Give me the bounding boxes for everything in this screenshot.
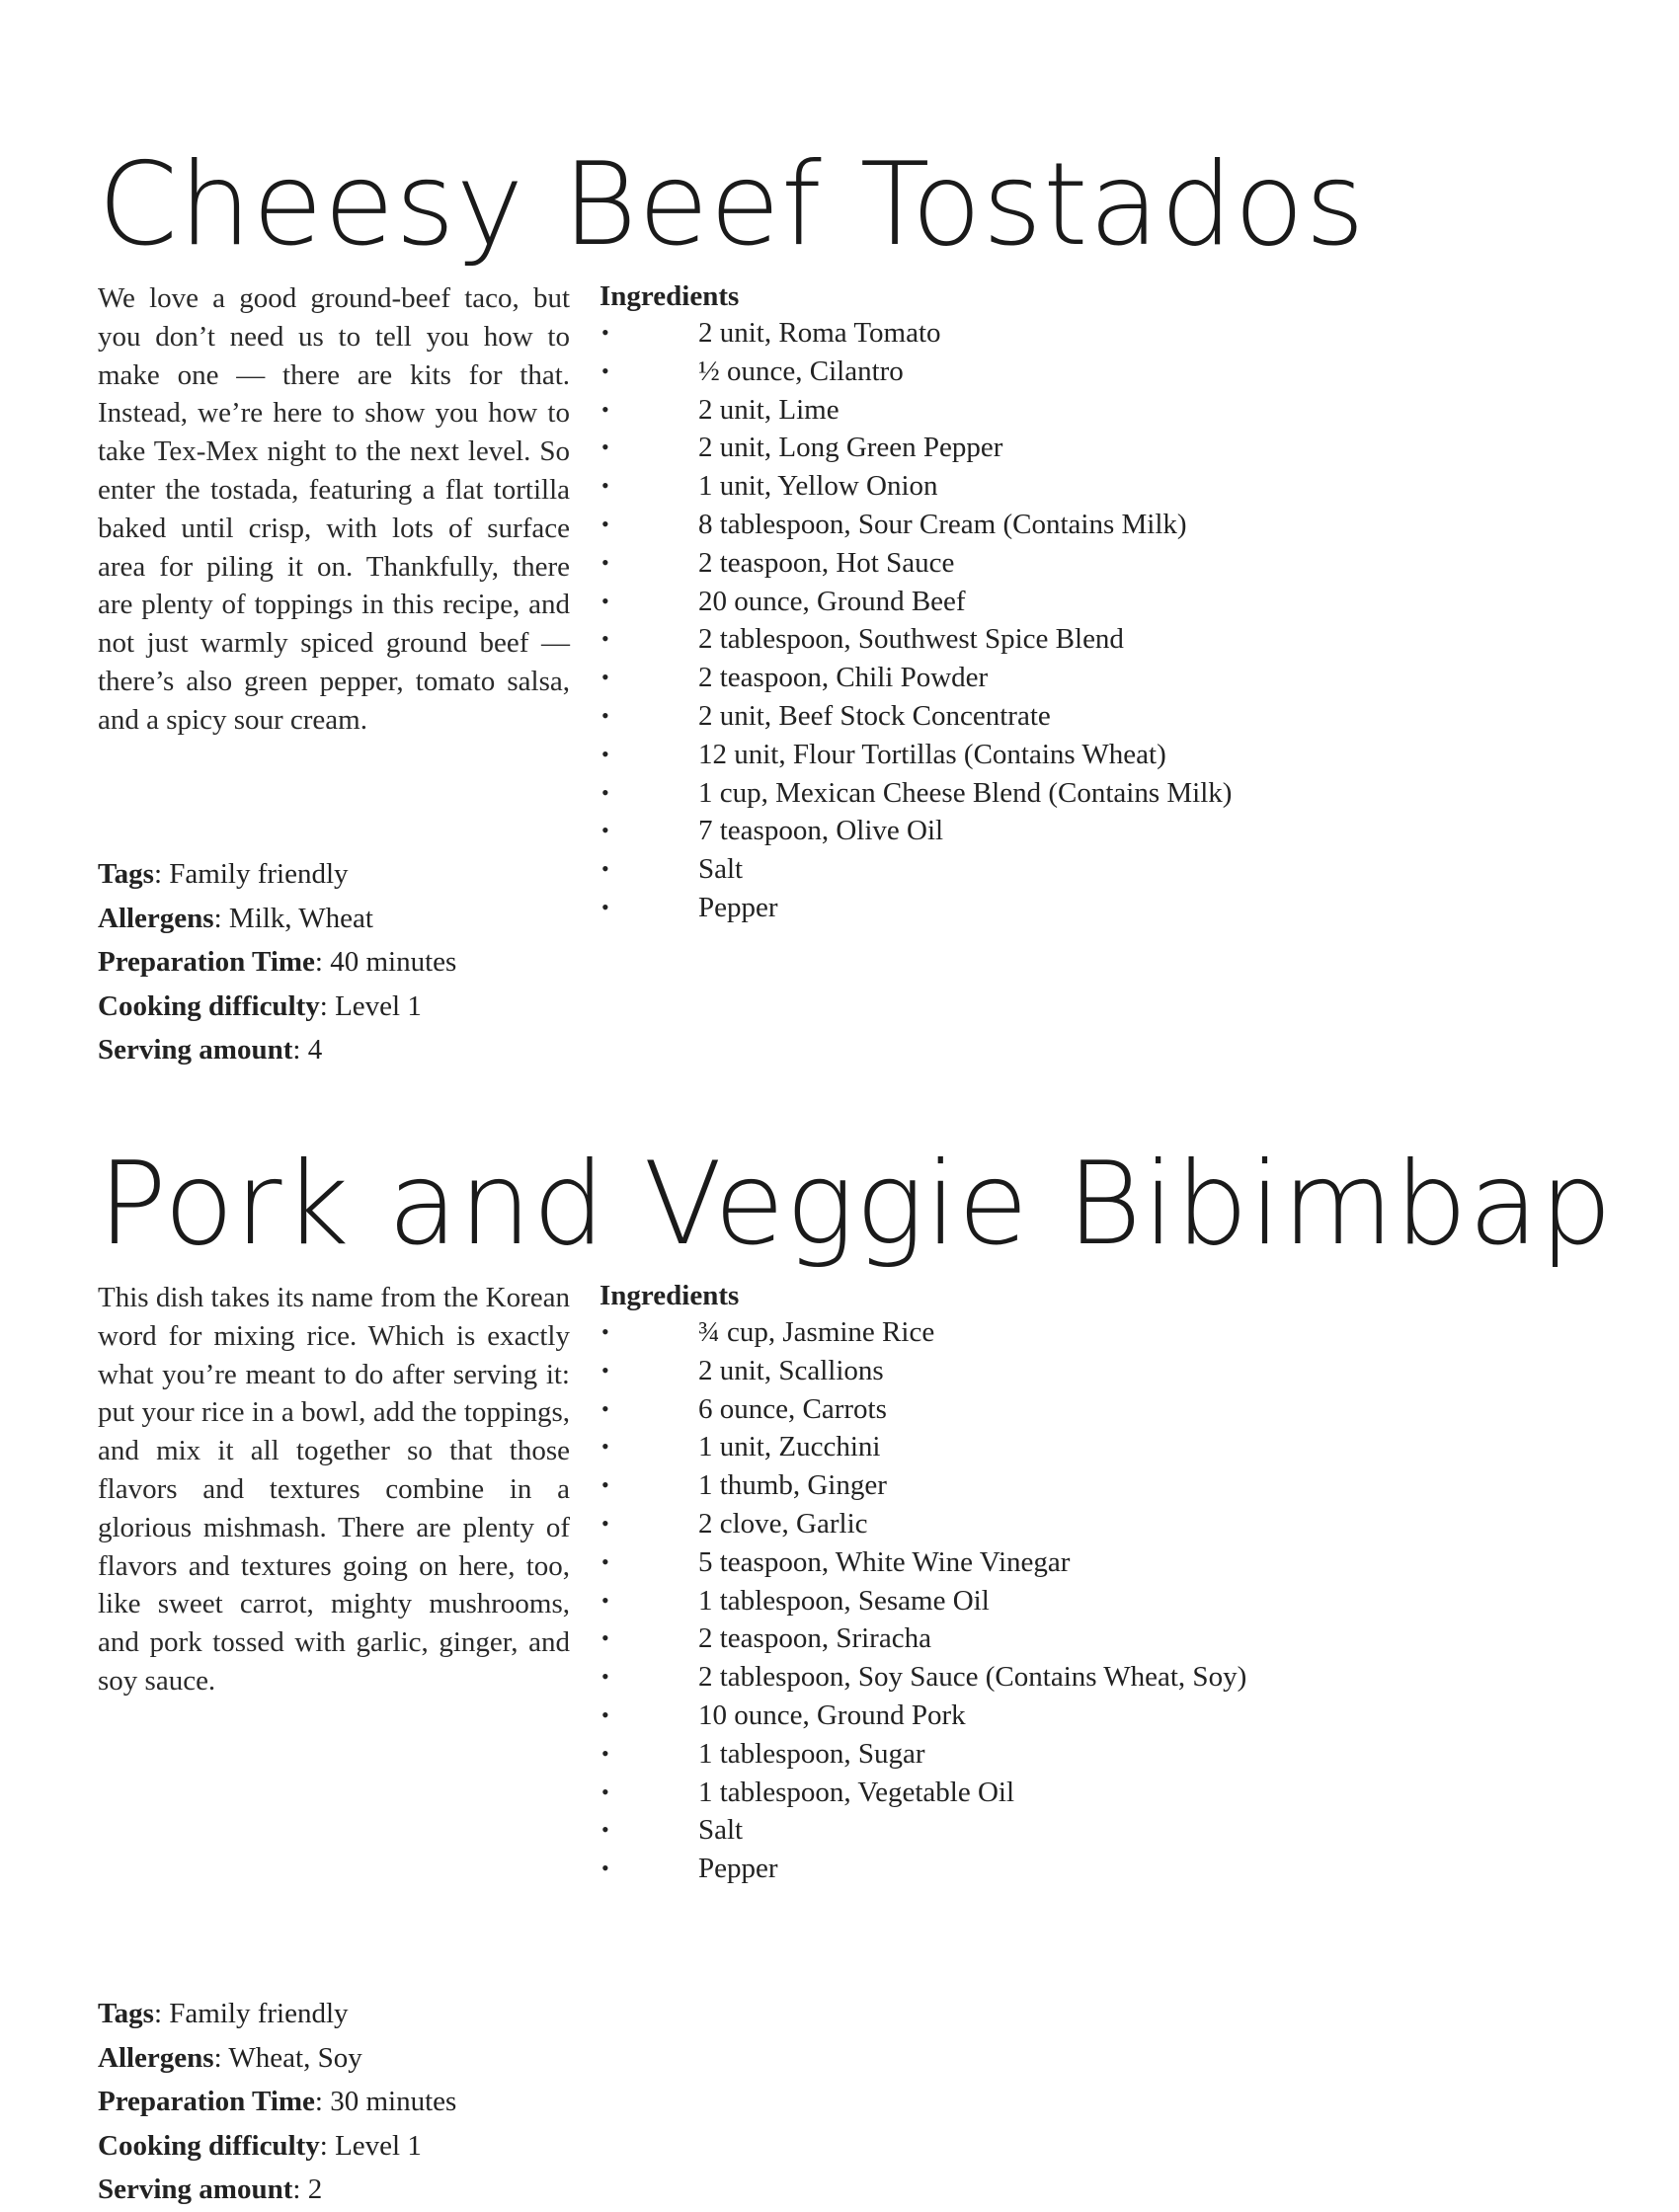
ingredient-item (600, 544, 1538, 583)
meta-tags: Tags: Family friendly (98, 858, 349, 890)
ingredient-item (600, 1428, 1538, 1466)
ingredient-text: 12 unit, Flour Tortillas (Contains Wheat) (698, 738, 1166, 770)
ingredient-item (600, 774, 1538, 813)
ingredient-text: 10 ounce, Ground Pork (698, 1698, 966, 1731)
bullet-icon: • (601, 1817, 609, 1843)
ingredient-text: 2 teaspoon, Hot Sauce (698, 546, 955, 579)
ingredient-text: 2 clove, Garlic (698, 1507, 868, 1540)
ingredient-text: 2 teaspoon, Chili Powder (698, 662, 989, 694)
meta-prep-time: Preparation Time: 40 minutes (98, 946, 457, 978)
bullet-icon: • (601, 320, 609, 345)
meta-prep-time: Preparation Time: 30 minutes (98, 2086, 457, 2117)
ingredient-text: 1 tablespoon, Vegetable Oil (698, 1776, 1015, 1808)
meta-allergens: Allergens: Wheat, Soy (98, 2041, 362, 2074)
meta-serving: Serving amount: 4 (98, 1034, 323, 1066)
ingredient-text: 7 teaspoon, Olive Oil (698, 815, 944, 847)
meta-difficulty: Cooking difficulty: Level 1 (98, 2129, 422, 2162)
meta-difficulty-label: Cooking difficulty (98, 2129, 320, 2162)
ingredient-item (600, 697, 1538, 736)
ingredient-item (600, 1466, 1538, 1505)
bullet-icon: • (601, 741, 609, 766)
ingredient-text: 1 cup, Mexican Cheese Blend (Contains Milk) (698, 776, 1233, 809)
ingredient-text: 1 unit, Zucchini (698, 1431, 881, 1463)
ingredient-item (600, 812, 1538, 850)
ingredient-text: 2 unit, Roma Tomato (698, 317, 941, 349)
ingredient-item (600, 506, 1538, 544)
ingredient-text: 1 thumb, Ginger (698, 1469, 887, 1502)
ingredient-item (600, 583, 1538, 621)
bullet-icon: • (601, 473, 609, 499)
bullet-icon: • (601, 1701, 609, 1727)
bullet-icon: • (601, 1395, 609, 1421)
bullet-icon: • (601, 588, 609, 613)
bullet-icon: • (601, 357, 609, 383)
ingredient-list (600, 1313, 1538, 1888)
meta-difficulty-value: Level 1 (335, 989, 422, 1022)
bullet-icon: • (601, 434, 609, 460)
bullet-icon: • (601, 1434, 609, 1460)
meta-allergens-value: Milk, Wheat (228, 902, 373, 934)
ingredient-text: ¾ cup, Jasmine Rice (698, 1316, 935, 1348)
meta-serving-value: 2 (307, 2173, 323, 2205)
recipe-title: Pork and Veggie Bibimbap (98, 1138, 1614, 1271)
ingredient-item (600, 1697, 1538, 1735)
bullet-icon: • (601, 1778, 609, 1804)
ingredient-item (600, 467, 1538, 506)
bullet-icon: • (601, 549, 609, 575)
meta-difficulty-label: Cooking difficulty (98, 989, 320, 1022)
ingredient-item (600, 429, 1538, 467)
meta-serving: Serving amount: 2 (98, 2173, 323, 2205)
recipe-meta (98, 852, 611, 1072)
recipe-meta (98, 1992, 611, 2212)
bullet-icon: • (601, 1664, 609, 1690)
ingredient-list (600, 314, 1538, 927)
meta-tags: Tags: Family friendly (98, 1998, 349, 2029)
ingredient-item (600, 889, 1538, 927)
ingredient-item (600, 1658, 1538, 1697)
ingredient-text: 2 unit, Beef Stock Concentrate (698, 699, 1051, 732)
bullet-icon: • (601, 702, 609, 728)
meta-difficulty-value: Level 1 (335, 2129, 422, 2162)
ingredient-item (600, 1774, 1538, 1812)
bullet-icon: • (601, 1856, 609, 1881)
ingredient-item (600, 1352, 1538, 1390)
meta-difficulty: Cooking difficulty: Level 1 (98, 989, 422, 1022)
bullet-icon: • (601, 665, 609, 690)
ingredient-text: ½ ounce, Cilantro (698, 355, 904, 387)
ingredient-text: Pepper (698, 1853, 778, 1885)
ingredient-item (600, 1735, 1538, 1774)
ingredient-item (600, 620, 1538, 659)
bullet-icon: • (601, 1587, 609, 1613)
ingredient-item (600, 1543, 1538, 1582)
ingredient-item (600, 1811, 1538, 1850)
ingredient-text: Salt (698, 1814, 744, 1847)
ingredient-text: 20 ounce, Ground Beef (698, 585, 966, 617)
recipe-description: We love a good ground-beef taco, but you don’t need us to tell you how to make one — there are kits for that. Instead, we’re here to show you how to take Tex-Mex night to the next level. So enter the tostada, featuring a flat tortilla baked until crisp, with lots of surface area for piling it on. Thankfully, there are plenty of toppings in this recipe, and not just warmly spiced ground beef — there’s also green pepper, tomato salsa, and a spicy sour cream. (98, 282, 570, 736)
bullet-icon: • (601, 1548, 609, 1574)
ingredient-item (600, 1582, 1538, 1620)
ingredient-text: 8 tablespoon, Sour Cream (Contains Milk) (698, 508, 1187, 540)
ingredient-text: 2 tablespoon, Soy Sauce (Contains Wheat, Soy) (698, 1661, 1247, 1694)
ingredient-text: Pepper (698, 891, 778, 923)
meta-serving-value: 4 (307, 1034, 323, 1066)
bullet-icon: • (601, 779, 609, 805)
meta-allergens-label: Allergens (98, 902, 214, 934)
ingredient-text: 1 tablespoon, Sesame Oil (698, 1584, 990, 1617)
bullet-icon: • (601, 894, 609, 919)
ingredient-text: Salt (698, 853, 744, 886)
bullet-icon: • (601, 396, 609, 422)
ingredient-text: 6 ounce, Carrots (698, 1392, 887, 1425)
meta-tags-label: Tags (98, 1998, 154, 2029)
bullet-icon: • (601, 1510, 609, 1536)
ingredient-item (600, 314, 1538, 353)
ingredient-text: 1 tablespoon, Sugar (698, 1737, 925, 1770)
bullet-icon: • (601, 1472, 609, 1498)
recipe-description: This dish takes its name from the Korean word for mixing rice. Which is exactly what you’re meant to do after serving it: put your rice in a bowl, add the toppings, and mix it all together so that those flavors and textures combine in a glorious mishmash. There are plenty of flavors and textures going on here, too, like sweet carrot, mighty mushrooms, and pork tossed with garlic, ginger, and soy sauce. (98, 1282, 570, 1697)
ingredient-text: 5 teaspoon, White Wine Vinegar (698, 1545, 1071, 1578)
ingredient-text: 2 unit, Scallions (698, 1354, 884, 1386)
bullet-icon: • (601, 511, 609, 536)
ingredients-heading: Ingredients (600, 1280, 740, 1311)
ingredient-item (600, 1850, 1538, 1888)
ingredient-item (600, 391, 1538, 430)
meta-serving-label: Serving amount (98, 1034, 293, 1066)
bullet-icon: • (601, 856, 609, 882)
meta-tags-value: Family friendly (169, 1998, 349, 2029)
meta-tags-value: Family friendly (169, 858, 349, 890)
recipe-pork-veggie-bibimbap (98, 1136, 1614, 2205)
meta-prep-label: Preparation Time (98, 2086, 315, 2117)
ingredient-item (600, 850, 1538, 889)
meta-prep-value: 30 minutes (330, 2086, 457, 2117)
ingredient-item (600, 353, 1538, 391)
bullet-icon: • (601, 1357, 609, 1382)
ingredient-text: 2 teaspoon, Sriracha (698, 1622, 931, 1655)
meta-allergens-value: Wheat, Soy (228, 2041, 362, 2074)
ingredient-item (600, 736, 1538, 774)
recipe-cheesy-beef-tostados (98, 136, 1579, 1066)
ingredients-section (600, 1279, 1538, 1888)
ingredients-section (600, 279, 1538, 927)
bullet-icon: • (601, 1625, 609, 1651)
ingredients-heading: Ingredients (600, 280, 740, 312)
ingredient-item (600, 1313, 1538, 1352)
ingredient-text: 2 unit, Long Green Pepper (698, 432, 1003, 464)
meta-allergens-label: Allergens (98, 2041, 214, 2074)
meta-tags-label: Tags (98, 858, 154, 890)
meta-prep-label: Preparation Time (98, 946, 315, 978)
meta-serving-label: Serving amount (98, 2173, 293, 2205)
meta-allergens: Allergens: Milk, Wheat (98, 902, 373, 934)
ingredient-item (600, 1620, 1538, 1658)
bullet-icon: • (601, 818, 609, 843)
recipe-title: Cheesy Beef Tostados (98, 138, 1366, 272)
ingredient-item (600, 659, 1538, 697)
ingredient-item (600, 1390, 1538, 1429)
bullet-icon: • (601, 1740, 609, 1766)
bullet-icon: • (601, 1319, 609, 1344)
ingredient-text: 2 tablespoon, Southwest Spice Blend (698, 623, 1124, 656)
meta-prep-value: 40 minutes (330, 946, 457, 978)
ingredient-item (600, 1505, 1538, 1543)
ingredient-text: 2 unit, Lime (698, 393, 840, 426)
bullet-icon: • (601, 626, 609, 652)
ingredient-text: 1 unit, Yellow Onion (698, 470, 938, 503)
